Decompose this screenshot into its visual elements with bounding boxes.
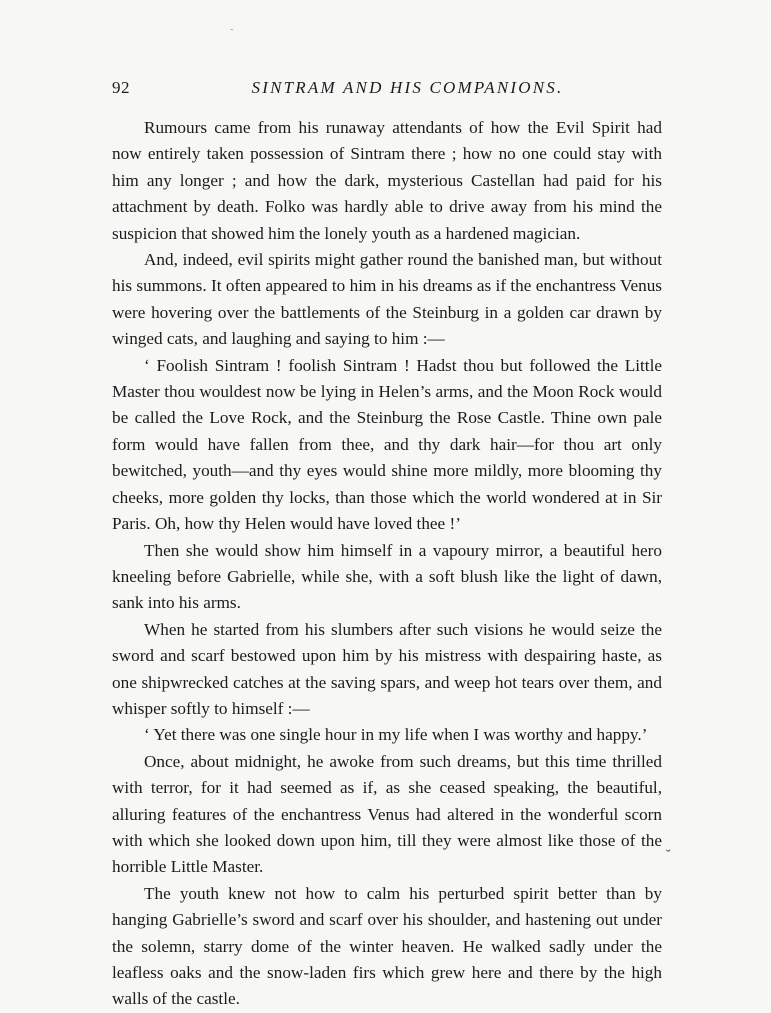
paragraph-3: ‘ Foolish Sintram ! foolish Sintram ! Hadst thou but followed the Little Master thou wouldest now be lying in Helen’s arms, and the Moon Rock would be called the Love Rock, and the Steinburg the Rose Castle. Thine own pale form would have fallen from thee, and thy dark hair—for thou art only bewitched, youth—and thy eyes would shine more mildly, more blooming thy cheeks, more golden thy locks, than those which the world wondered at in Sir Paris. Oh, how thy Helen would have loved thee !’ [112, 355, 662, 534]
margin-mark: ˘ [666, 848, 671, 863]
paragraph-5: When he started from his slumbers after such visions he would seize the sword and scarf bestowed upon him by his mistress with despairing haste, as one shipwrecked catches at the saving spars, and weep hot tears over them, and whisper softly to himself :— [112, 619, 662, 718]
body-text [112, 115, 662, 1013]
page-number: 92 [112, 78, 130, 97]
paragraph-8: The youth knew not how to calm his perturbed spirit better than by hanging Gabrielle’s sword and scarf over his shoulder, and hastening out under the solemn, starry dome of the winter heaven. He walked sadly under the leafless oaks and the snow-laden firs which grew here and there by the high walls of the castle. [112, 883, 662, 1009]
running-title: SINTRAM AND HIS COMPANIONS. [251, 78, 564, 97]
paragraph-7: Once, about midnight, he awoke from such dreams, but this time thrilled with terror, for it had seemed as if, as she ceased speaking, the beautiful, alluring features of the enchantress Venus had altered in the wonderful scorn with which she looked down upon him, till they were almost like those of the horrible Little Master. [112, 751, 662, 877]
paragraph-4: Then she would show him himself in a vapoury mirror, a beautiful hero kneeling before Gabrielle, while she, with a soft blush like the light of dawn, sank into his arms. [112, 540, 662, 613]
paragraph-1: Rumours came from his runaway attendants of how the Evil Spirit had now entirely taken possession of Sintram there ; how no one could stay with him any longer ; and how the dark, mysterious Castellan had paid for his attachment by death. Folko was hardly able to drive away from his mind the suspicion that showed him the lonely youth as a hardened magician. [112, 118, 662, 243]
paragraph-6: ‘ Yet there was one single hour in my life when I was worthy and happy.’ [144, 725, 648, 745]
paragraph-2: And, indeed, evil spirits might gather round the banished man, but without his summons. It often appeared to him in his dreams as if the enchantress Venus were hovering over the battlements of the Steinburg in a golden car drawn by winged cats, and laughing and saying to him :— [112, 250, 662, 349]
print-speck: ˜ [230, 28, 234, 39]
running-head [112, 78, 659, 102]
